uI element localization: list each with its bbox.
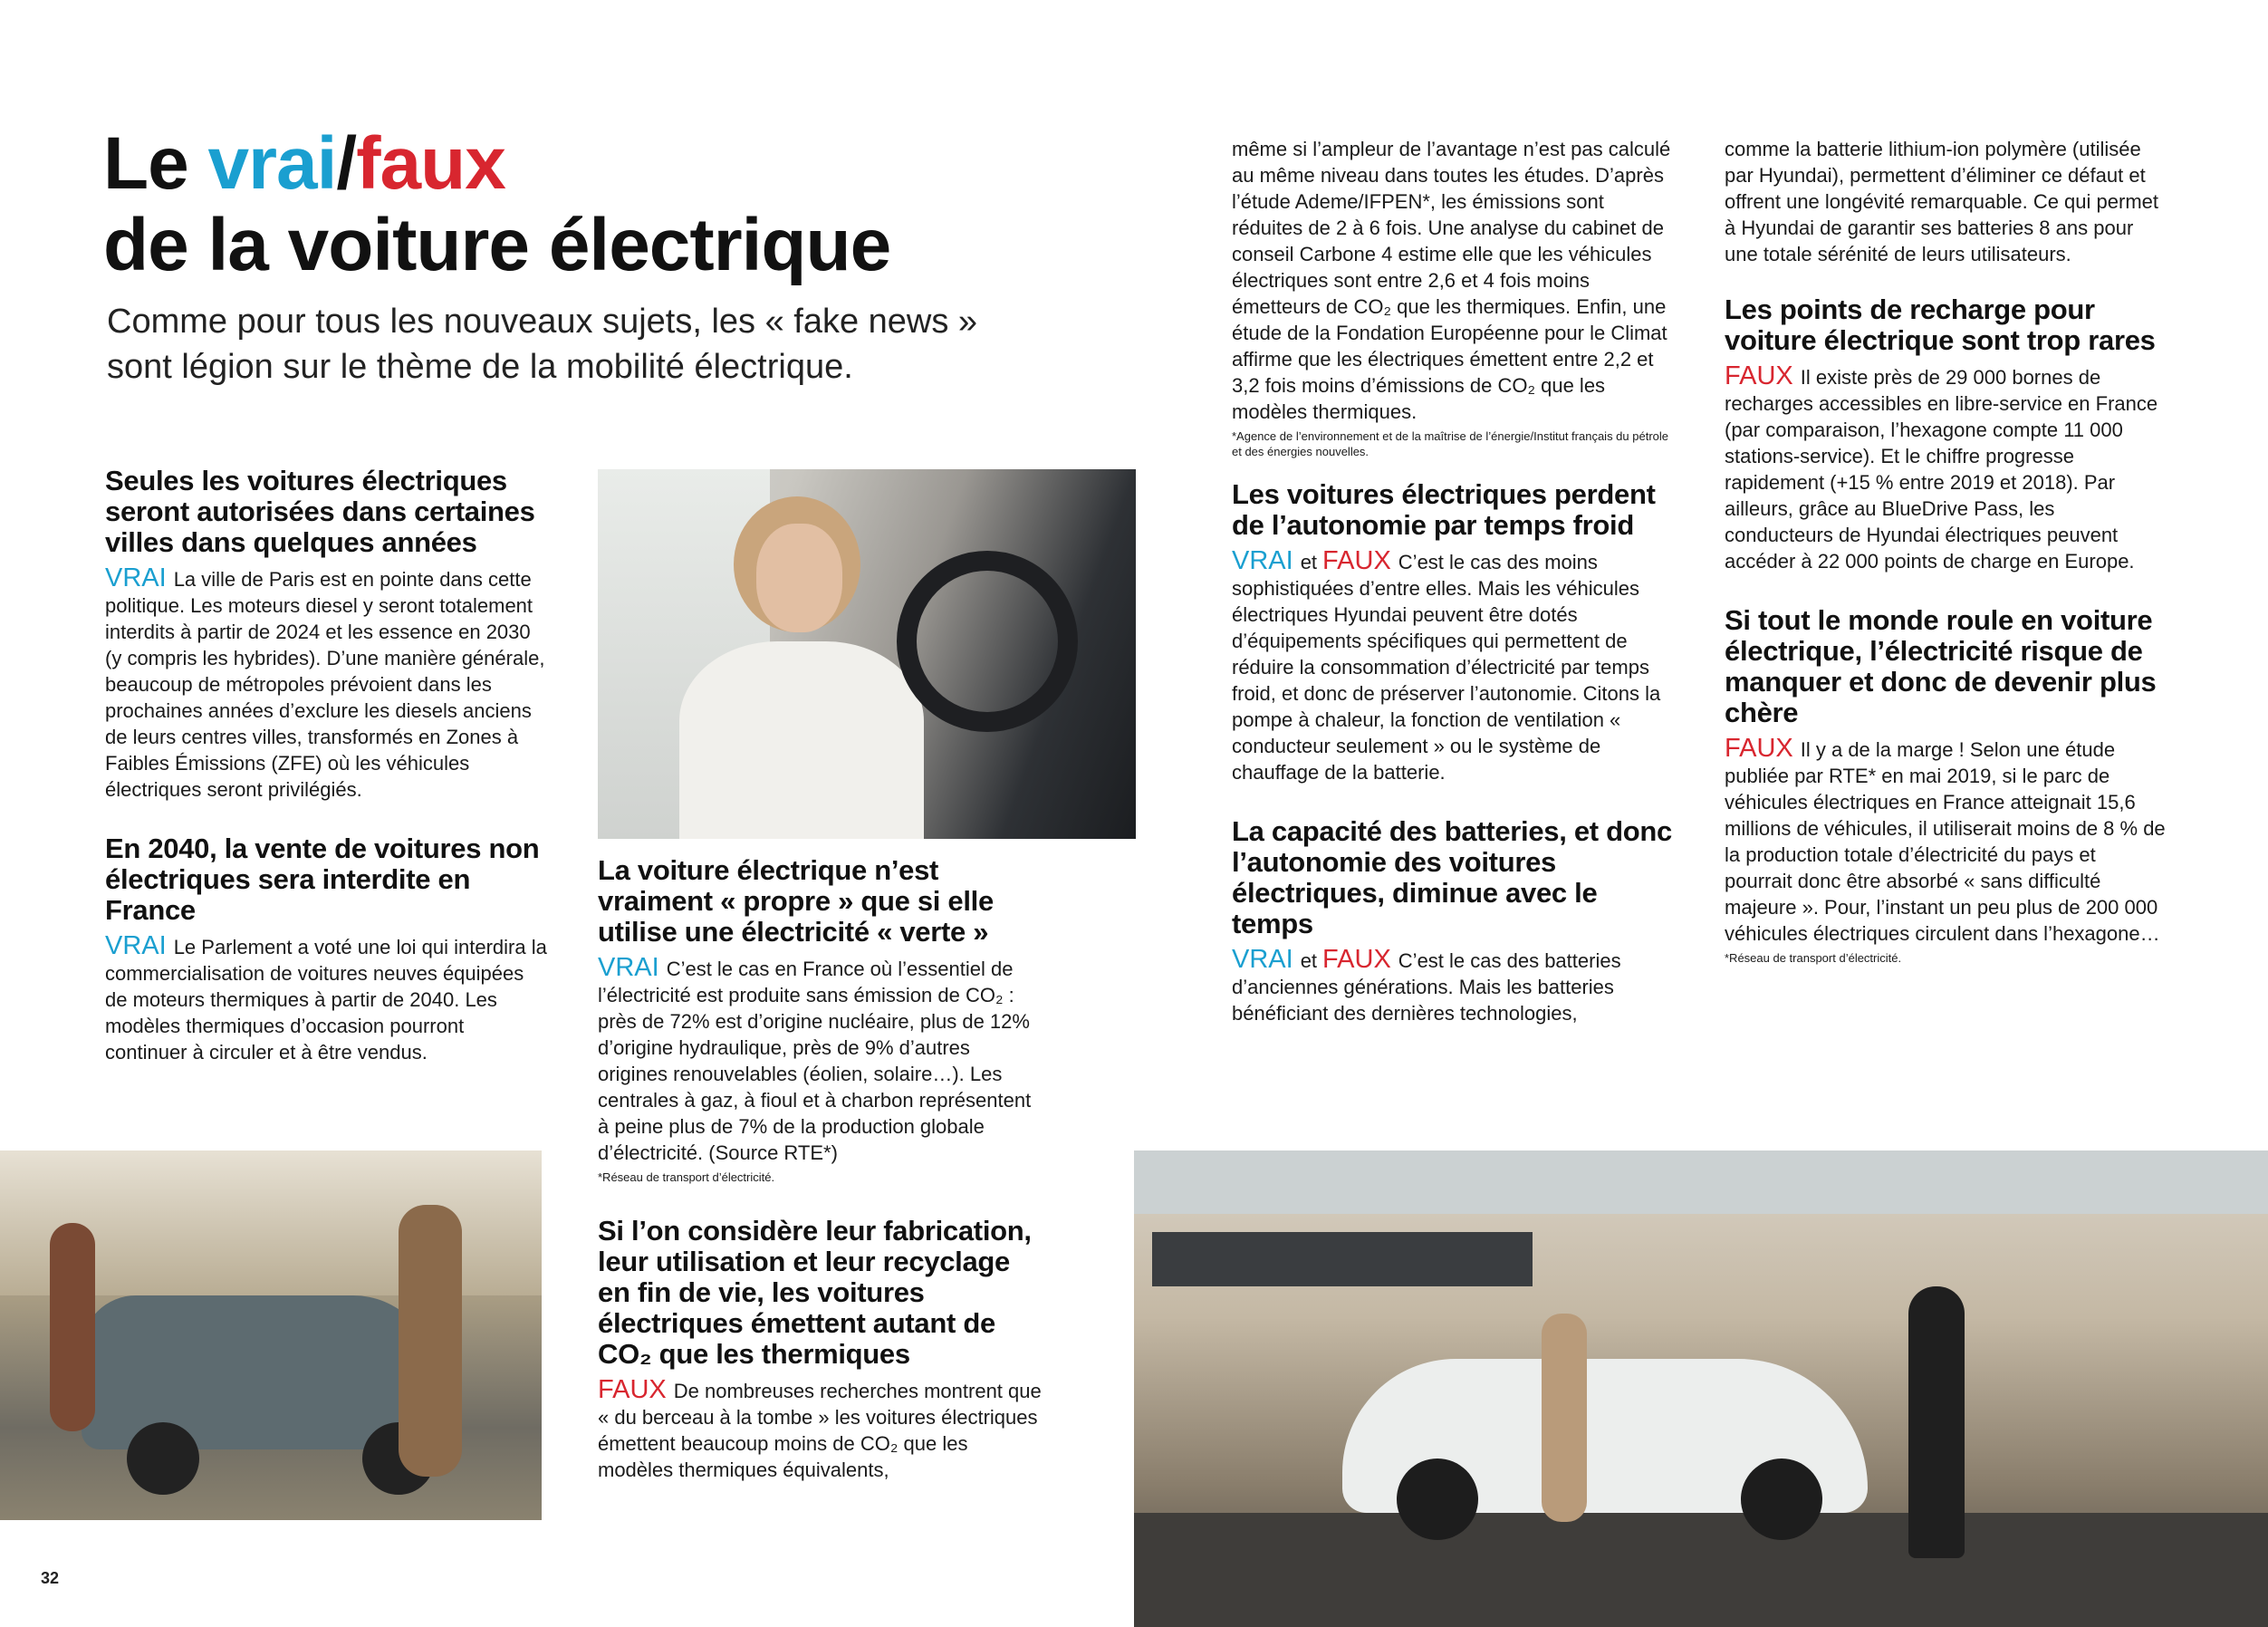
- face-shape: [756, 524, 842, 632]
- section-heading: Les voitures électriques perdent de l’autonomie par temps froid: [1232, 478, 1656, 541]
- person-woman: [1542, 1314, 1587, 1522]
- verdict-joiner: et: [1300, 551, 1318, 573]
- section-text: La ville de Paris est en pointe dans cette politique. Les moteurs diesel y seront totalement interdits à partir de 2024 et les essence en 2030 (y compris les hybrides). D’une manière générale, beaucoup de métropoles prévoient dans les prochaines années d’exclure les diesels anciens de leurs centres villes, transformés en Zones à Faibles Émissions (ZFE) où les véhicules électriques seront privilégiés.: [105, 568, 545, 801]
- wheel: [1397, 1459, 1478, 1540]
- section-heading: En 2040, la vente de voitures non électriques sera interdite en France: [105, 833, 540, 926]
- section-body: [598, 1377, 1045, 1483]
- section-green-electricity: [598, 855, 1045, 1185]
- section-text: De nombreuses recherches montrent que « du berceau à la tombe » les voitures électriques émettent beaucoup moins de CO₂ que les modèles thermiques équivalents,: [598, 1380, 1042, 1481]
- title-word-vrai: vrai: [207, 122, 337, 205]
- cafe-awning: [1152, 1232, 1533, 1286]
- wheel: [127, 1422, 199, 1495]
- title-line-2: de la voiture électrique: [103, 204, 891, 286]
- section-text: C’est le cas des moins sophistiquées d’entre elles. Mais les véhicules électriques Hyundai peuvent être dotés d’équipements spécifiques qui permettent de réduire la consommation d’électricité par temps froid, et donc de préserver l’autonomie. Citons la pompe à chaleur, la fonction de ventilation « conducteur seulement » ou le système de chauffage de la batterie.: [1232, 551, 1661, 784]
- section-body: [1725, 736, 2168, 947]
- section-cold-weather: [1232, 479, 1679, 785]
- verdict-vrai: VRAI: [1232, 945, 1293, 974]
- wheel: [1741, 1459, 1822, 1540]
- footnote: *Réseau de transport d’électricité.: [598, 1170, 775, 1184]
- photo-couple-charging: [0, 1150, 542, 1520]
- verdict-faux: FAUX: [1725, 734, 1793, 763]
- continued-text: même si l’ampleur de l’avantage n’est pas calculé au même niveau dans toutes les études. D’après l’étude Ademe/IFPEN*, les émissions sont réduites de 2 à 6 fois. Une analyse du cabinet de conseil Carbone 4 estime elle que les véhicules électriques sont entre 2,6 et 4 fois moins émetteurs de CO₂ que les thermiques. Enfin, une étude de la Fondation Européenne pour le Climat affirme que les électriques émettent entre 2,2 et 3,2 fois moins d’émissions de CO₂ que les modèles thermiques.: [1232, 138, 1671, 423]
- title-slash: /: [336, 122, 357, 205]
- section-text: C’est le cas en France où l’essentiel de l’électricité est produite sans émission de CO₂ : près de 72% est d’origine nucléaire, plus de 12% d’origine hydraulique, près de 9% d’autres origines renouvelables (éolien, solaire…). Les centrales à gaz, à fioul et à charbon représentent à peine plus de 7% de la production globale d’électricité. (Source RTE*): [598, 958, 1032, 1164]
- section-body: [598, 955, 1045, 1166]
- section-2040-ban: [105, 833, 547, 1065]
- section-lifecycle-co2: [598, 1216, 1045, 1483]
- section-heading: La voiture électrique n’est vraiment « propre » que si elle utilise une électricité « verte »: [598, 854, 994, 948]
- section-electricity-supply: [1725, 605, 2168, 966]
- intro-paragraph: Comme pour tous les nouveaux sujets, les « fake news » sont légion sur le thème de la mobilité électrique.: [107, 303, 978, 386]
- verdict-faux: FAUX: [1322, 546, 1391, 575]
- section-text: Il y a de la marge ! Selon une étude publiée par RTE* en mai 2019, si le parc de véhicules électriques en France atteignait 15,6 millions de véhicules, il utiliserait moins de 8 % de la production totale d’électricité du pays et pourrait donc être absorbé « sans difficulté majeure ». Pour, l’instant un peu plus de 200 000 véhicules électriques circulent dans l’hexagone…: [1725, 738, 2166, 945]
- section-body: [1232, 947, 1679, 1026]
- person-man: [399, 1205, 462, 1477]
- section-heading: Si tout le monde roule en voiture électrique, l’électricité risque de manquer et donc de devenir plus chère: [1725, 604, 2157, 728]
- section-body: [105, 565, 547, 803]
- section-body: [1725, 363, 2168, 574]
- verdict-vrai: VRAI: [105, 931, 167, 960]
- column-4: [1725, 136, 2168, 996]
- section-heading: Si l’on considère leur fabrication, leur utilisation et leur recyclage en fin de vie, les voitures électriques émettent autant de CO₂ que les thermiques: [598, 1215, 1032, 1370]
- footnote: *Réseau de transport d’électricité.: [1725, 951, 1902, 965]
- verdict-faux: FAUX: [1725, 361, 1793, 390]
- steering-wheel: [897, 551, 1078, 732]
- column-1: [105, 466, 547, 1096]
- building-upper-windows: [1134, 1150, 2268, 1214]
- page-number: 32: [41, 1569, 60, 1587]
- verdict-vrai: VRAI: [105, 563, 167, 592]
- shirt-shape: [679, 641, 924, 839]
- photo-street-ioniq: [1134, 1150, 2268, 1627]
- section-heading: La capacité des batteries, et donc l’autonomie des voitures électriques, diminue avec le temps: [1232, 815, 1672, 939]
- verdict-joiner: et: [1300, 949, 1318, 972]
- verdict-faux: FAUX: [598, 1375, 667, 1404]
- column-2: [598, 855, 1045, 1514]
- section-charging-points: [1725, 294, 2168, 574]
- column-3: [1232, 136, 1679, 1057]
- section-battery-capacity: [1232, 816, 1679, 1026]
- title-word-le: Le: [103, 122, 208, 205]
- section-paris-ban: [105, 466, 547, 803]
- photo-woman-driving: [598, 469, 1136, 839]
- section-heading: Les points de recharge pour voiture électrique sont trop rares: [1725, 294, 2156, 356]
- section-body: [105, 933, 547, 1065]
- title-word-faux: faux: [356, 122, 505, 205]
- page-title: [103, 123, 890, 286]
- continued-text: comme la batterie lithium-ion polymère (utilisée par Hyundai), permettent d’éliminer ce défaut et offrent une longévité remarquable. Ce qui permet à Hyundai de garantir ses batteries 8 ans pour une totale sérénité de leurs utilisateurs.: [1725, 138, 2158, 265]
- footnote: *Agence de l’environnement et de la maîtrise de l’énergie/Institut français du pétrole et des énergies nouvelles.: [1232, 429, 1669, 458]
- person-woman: [50, 1223, 95, 1431]
- section-text: Il existe près de 29 000 bornes de recharges accessibles en libre-service en France (par comparaison, l’hexagone compte 11 000 stations-service). Et le chiffre progresse rapidement (+15 % entre 2019 et 2018). Par ailleurs, grâce au BlueDrive Pass, les conducteurs de Hyundai électriques peuvent accéder à 22 000 points de charge en Europe.: [1725, 366, 2158, 573]
- street-pavement: [1134, 1513, 2268, 1627]
- section-heading: Seules les voitures électriques seront autorisées dans certaines villes dans quelques années: [105, 465, 535, 558]
- section-text: Le Parlement a voté une loi qui interdira la commercialisation de voitures neuves équipées de moteurs thermiques à partir de 2040. Les modèles thermiques d’occasion pourront continuer à circuler et à être vendus.: [105, 936, 547, 1064]
- charging-station: [1908, 1286, 1965, 1558]
- section-text: C’est le cas des batteries d’anciennes générations. Mais les batteries bénéficiant des dernières technologies,: [1232, 949, 1621, 1025]
- verdict-vrai: VRAI: [1232, 546, 1293, 575]
- section-body: [1232, 548, 1679, 785]
- verdict-faux: FAUX: [1322, 945, 1391, 974]
- verdict-vrai: VRAI: [598, 953, 659, 982]
- title-line-1: [103, 123, 890, 205]
